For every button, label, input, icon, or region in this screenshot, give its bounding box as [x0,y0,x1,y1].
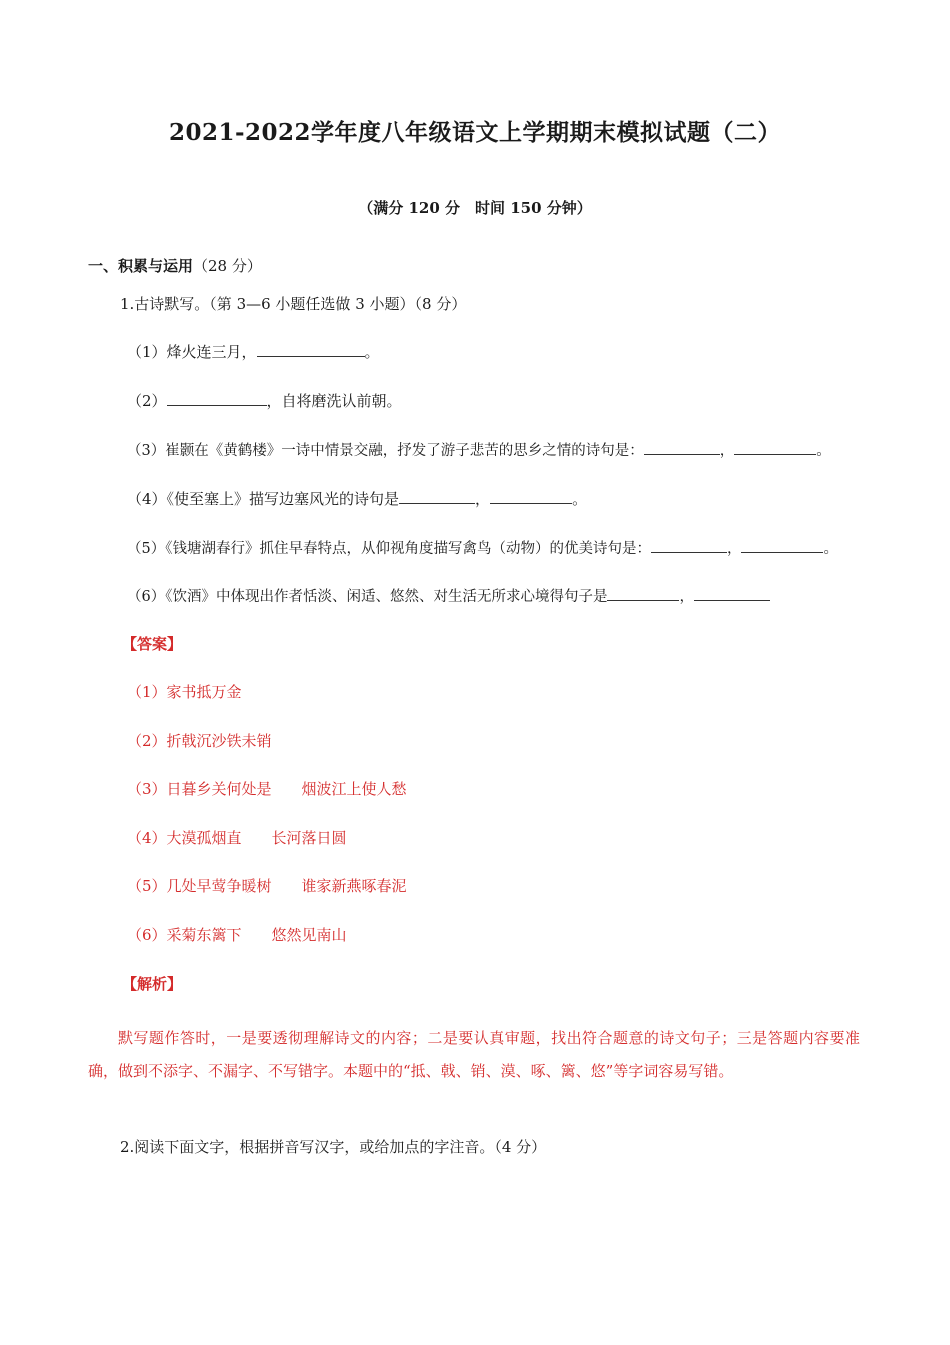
answer-5 [127,876,407,896]
answer-blank [490,488,572,504]
document-subtitle: （满分 120 分 时间 150 分钟） [358,199,592,217]
question-1-item-5 [127,537,838,559]
answer-part: 谁家新燕啄春泥 [301,877,407,895]
answer-blank [694,585,770,601]
question-1-item-2 [127,390,402,411]
item-separator: ， [475,490,491,508]
answer-part: （4）大漠孤烟直 [127,829,242,847]
question-1-item-4 [127,488,587,509]
item-text-end: 。 [816,443,831,459]
answer-blank [399,488,475,504]
answer-blank [651,537,727,553]
item-text-end: 。 [364,343,380,361]
item-text: （6）《饮酒》中体现出作者恬淡、闲适、悠然、对生活无所求心境得句子是 [127,589,608,605]
item-text: （3）崔颢在《黄鹤楼》一诗中情景交融，抒发了游子悲苦的思乡之情的诗句是： [127,443,644,459]
answer-blank [167,390,267,406]
answer-part: 悠然见南山 [271,926,347,944]
answer-blank [607,585,679,601]
section-points: （28 分） [193,257,262,275]
item-text: （4）《使至塞上》描写边塞风光的诗句是 [127,490,400,508]
question-1-item-1 [127,341,380,362]
answer-part: （5）几处早莺争暖树 [127,877,272,895]
answer-part: （3）日暮乡关何处是 [127,780,272,798]
question-2-prompt: 2.阅读下面文字，根据拼音写汉字，或给加点的字注音。（4 分） [120,1138,547,1156]
answer-3 [127,779,407,799]
item-separator: ， [679,589,694,605]
answer-1 [127,682,242,702]
question-1-item-6 [127,585,770,607]
section-heading [88,256,262,276]
section-heading-text: 一、积累与运用 [88,257,194,275]
answer-part: 烟波江上使人愁 [301,780,407,798]
item-separator: ， [726,541,742,557]
answer-blank [257,341,365,357]
item-text-end: ，自将磨洗认前朝。 [266,392,402,410]
answer-blank [741,537,823,553]
item-text-end: 。 [572,490,588,508]
document-title: 2021-2022学年度八年级语文上学期期末模拟试题（二） [168,119,782,146]
answer-part: （6）采菊东篱下 [127,926,242,944]
answer-part: 长河落日圆 [271,829,347,847]
answer-label: 【答案】 [122,635,183,653]
answer-blank [734,439,816,455]
item-text-end: 。 [823,541,838,557]
answer-blank [644,439,720,455]
question-1-prompt: 1.古诗默写。（第 3—6 小题任选做 3 小题）（8 分） [120,295,467,313]
item-separator: ， [719,443,735,459]
analysis-paragraph: 默写题作答时，一是要透彻理解诗文的内容；二是要认真审题，找出符合题意的诗文句子；三是答题内容要准确，做到不添字、不漏字、不写错字。本题中的“抵、戟、销、漠、啄、篱、悠”等字词容易写错。 [88,1029,860,1080]
answer-2 [127,731,272,751]
analysis-label: 【解析】 [122,975,183,993]
question-1-item-3 [127,439,831,461]
answer-6 [127,925,347,945]
item-text: （2） [127,392,167,410]
answer-part: （1）家书抵万金 [127,683,242,701]
answer-4 [127,828,347,848]
item-text: （1）烽火连三月， [127,343,257,361]
answer-part: （2）折戟沉沙铁未销 [127,732,272,750]
item-text: （5）《钱塘湖春行》抓住早春特点，从仰视角度描写禽鸟（动物）的优美诗句是： [127,541,651,557]
